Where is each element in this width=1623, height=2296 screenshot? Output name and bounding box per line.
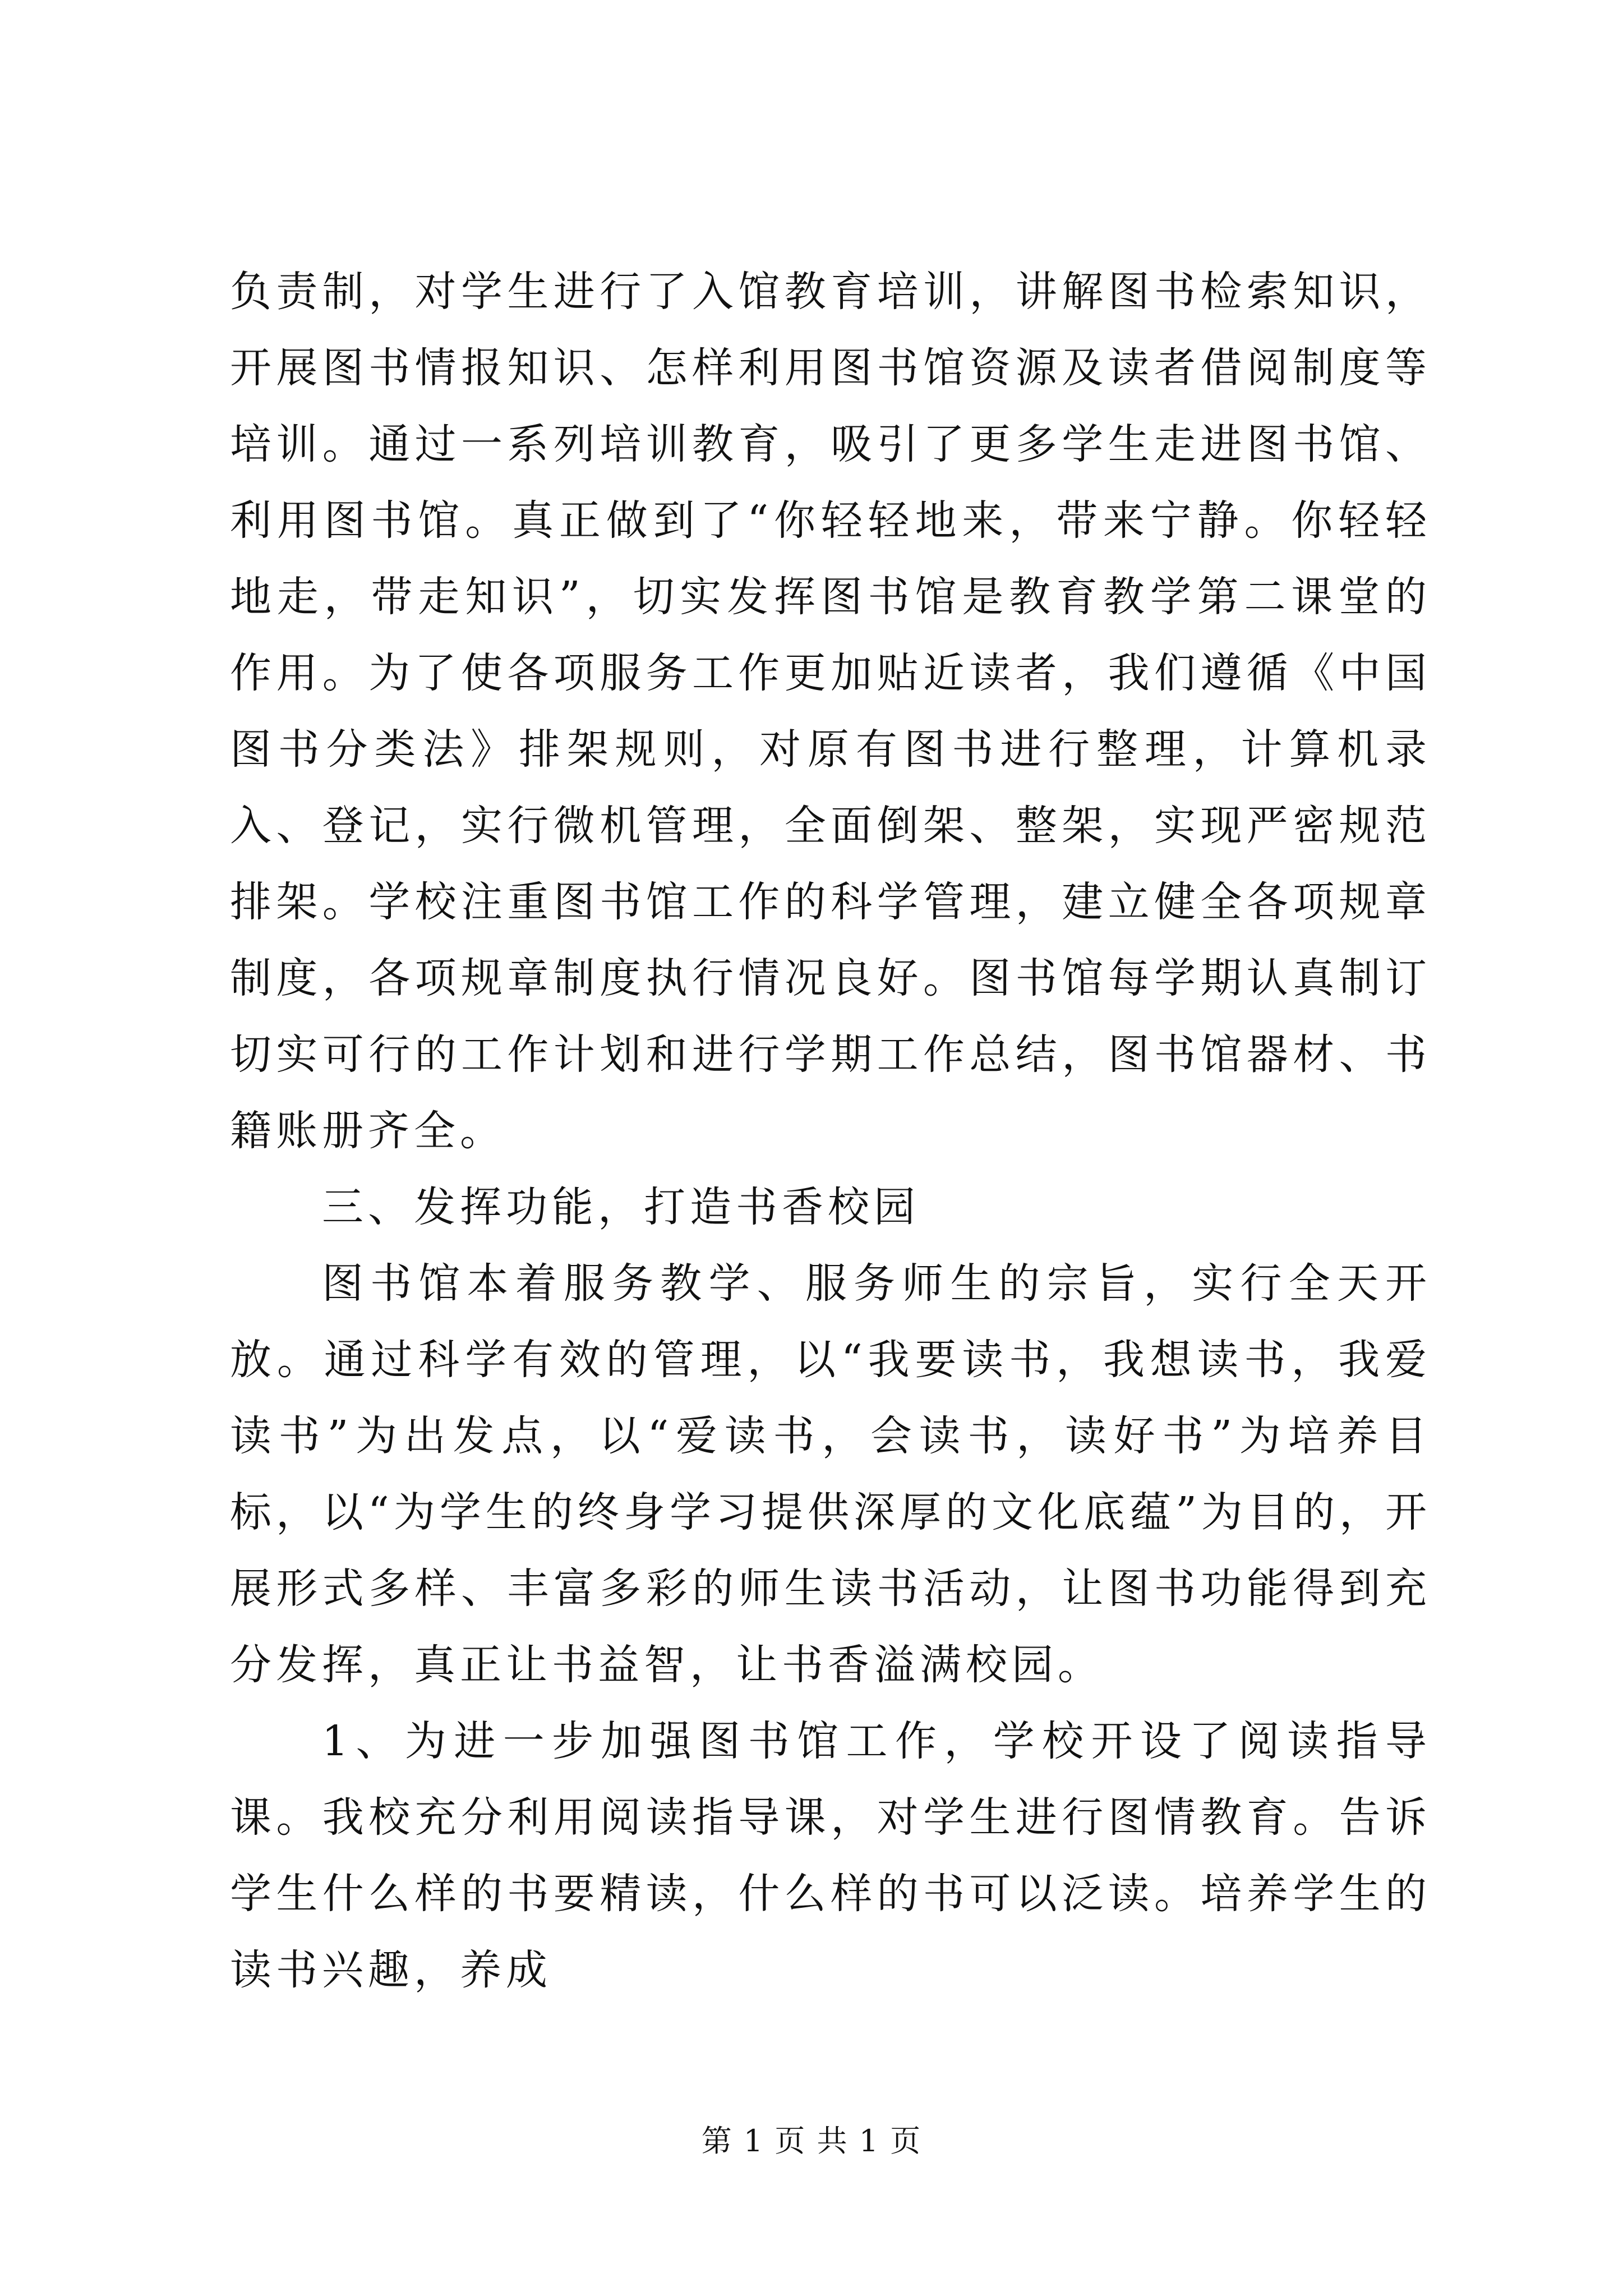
paragraph-reading-guidance: 1、为进一步加强图书馆工作，学校开设了阅读指导课。我校充分利用阅读指导课，对学生进行图情教育。告诉学生什么样的书要精读，什么样的书可以泛读。培养学生的读书兴趣，养成 <box>230 1717 1431 1994</box>
page-footer: 第 1 页 共 1 页 <box>701 2123 922 2159</box>
document-body <box>230 254 1431 2008</box>
paragraph-library-service: 图书馆本着服务教学、服务师生的宗旨，实行全天开放。通过科学有效的管理，以“我要读书，我想读书，我爱读书”为出发点，以“爱读书，会读书，读好书”为培养目标，以“为学生的终身学习提供深厚的文化底蕴”为目的，开展形式多样、丰富多彩的师生读书活动，让图书功能得到充分发挥，真正让书益智，让书香溢满校园。 <box>230 1259 1431 1689</box>
paragraph-continuation: 负责制，对学生进行了入馆教育培训，讲解图书检索知识，开展图书情报知识、怎样利用图书馆资源及读者借阅制度等培训。通过一系列培训教育，吸引了更多学生走进图书馆、利用图书馆。真正做到了“你轻轻地来，带来宁静。你轻轻地走，带走知识”，切实发挥图书馆是教育教学第二课堂的作用。为了使各项服务工作更加贴近读者，我们遵循《中国图书分类法》排架规则，对原有图书进行整理，计算机录入、登记，实行微机管理，全面倒架、整架，实现严密规范排架。学校注重图书馆工作的科学管理，建立健全各项规章制度，各项规章制度执行情况良好。图书馆每学期认真制订切实可行的工作计划和进行学期工作总结，图书馆器材、书籍账册齐全。 <box>230 268 1431 1155</box>
section-heading: 三、发挥功能，打造书香校园 <box>322 1183 920 1231</box>
